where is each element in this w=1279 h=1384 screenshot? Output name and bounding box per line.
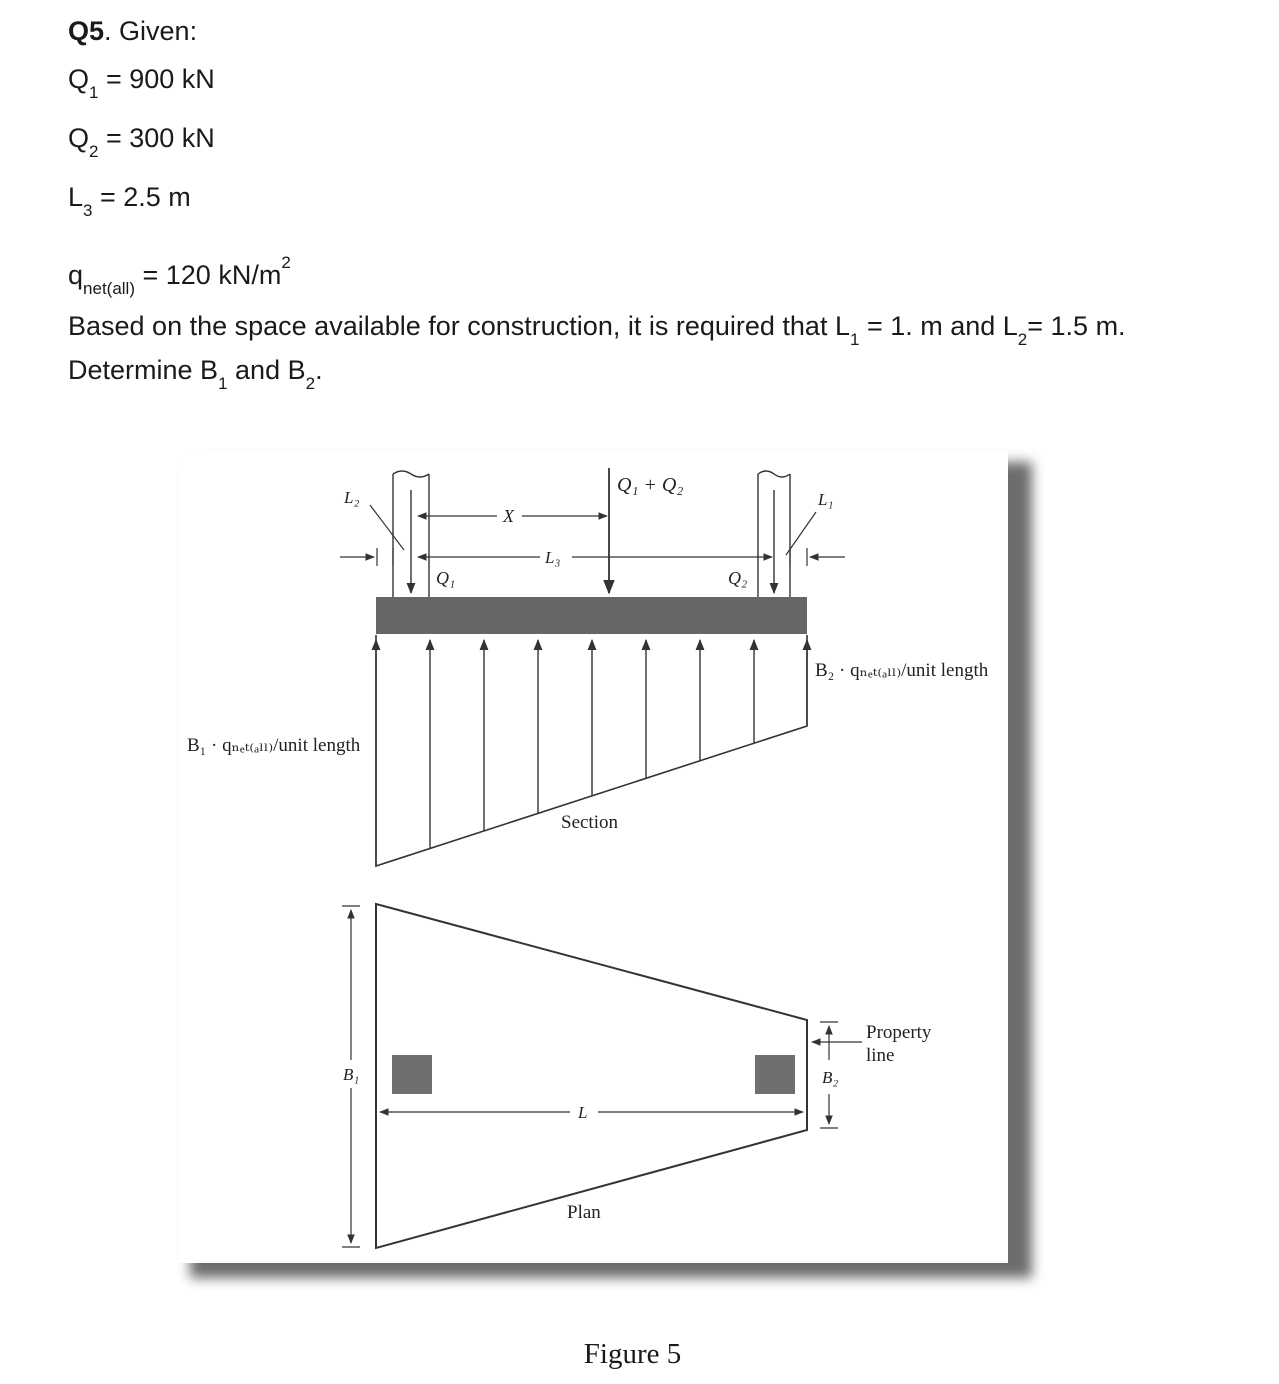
para2-text-2: and B	[227, 355, 306, 385]
para1-text-2: = 1. m and L	[859, 311, 1018, 341]
label-x: X	[503, 506, 514, 526]
figure-caption: Figure 5	[583, 1338, 682, 1370]
label-plan: Plan	[567, 1202, 601, 1223]
para2-text-3: .	[315, 355, 323, 385]
given-label: . Given:	[104, 16, 198, 46]
q1-value: = 900 kN	[98, 64, 215, 94]
l3-symbol: L	[68, 182, 84, 212]
label-q2: Q₂	[728, 568, 748, 588]
q1-subscript: 1	[89, 83, 99, 102]
q2-value: = 300 kN	[98, 123, 215, 153]
label-b1: B₁	[343, 1065, 360, 1084]
para2-text-1: Determine B	[68, 355, 219, 385]
question-number: Q5	[68, 16, 105, 46]
label-b2: B₂	[822, 1068, 839, 1087]
para1-sub-1: 1	[849, 330, 860, 349]
qnet-value: = 120 kN/m	[135, 260, 282, 290]
qnet-superscript: 2	[281, 253, 291, 272]
label-b1-pressure: B₁ · qₙₑₜ₍ₐₗₗ₎/unit length	[187, 735, 361, 756]
para1-sub-2: 2	[1017, 330, 1028, 349]
para2-sub-2: 2	[305, 374, 316, 393]
footing-section	[376, 597, 807, 634]
qnet-symbol: q	[68, 260, 84, 290]
q2-subscript: 2	[89, 142, 99, 161]
para1-text-1: Based on the space available for construction, it is required that L	[68, 311, 850, 341]
label-l3: L₃	[545, 548, 561, 567]
plan-column-2	[755, 1055, 795, 1094]
figure-frame	[179, 451, 1008, 1263]
para1-text-3: = 1.5 m.	[1027, 311, 1126, 341]
label-q1: Q₁	[436, 568, 456, 588]
label-section: Section	[561, 812, 618, 833]
q1-symbol: Q	[68, 64, 90, 94]
l3-subscript: 3	[83, 201, 93, 220]
label-line: line	[866, 1045, 895, 1066]
l3-value: = 2.5 m	[92, 182, 191, 212]
label-l1: L₁	[818, 490, 834, 509]
q2-symbol: Q	[68, 123, 90, 153]
label-property: Property	[866, 1022, 932, 1043]
plan-column-1	[392, 1055, 432, 1094]
label-l: L	[578, 1103, 588, 1122]
label-l2: L₂	[344, 488, 360, 507]
label-q1-plus-q2: Q₁ + Q₂	[617, 474, 684, 496]
qnet-subscript: net(all)	[83, 279, 135, 298]
label-b2-pressure: B₂ · qₙₑₜ₍ₐₗₗ₎/unit length	[815, 660, 989, 681]
para2-sub-1: 1	[218, 374, 228, 393]
